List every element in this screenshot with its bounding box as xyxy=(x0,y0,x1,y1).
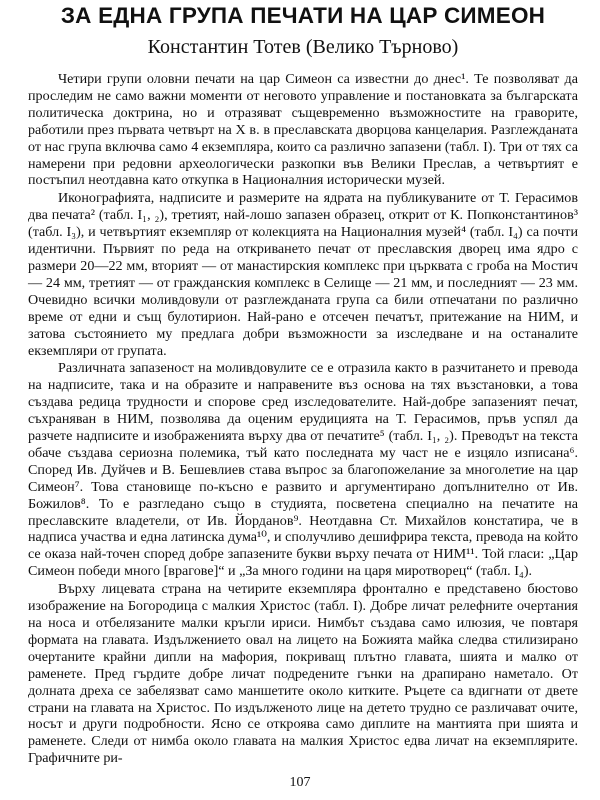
paragraph-4: Върху лицевата страна на четирите екземпляра фронтално е представено бюстово изображение на Богородица с малкия Христос (табл. I). Добре личат релефните очертания на носа и отбелязаните малки кръгли ириси. Нимбът създава само илюзия, че повтаря формата на главата. Издължението овал на лицето на Божията майка следва стилизирано очертаните крайни дипли на мафория, покриващ плътно главата, шията и малко от раменете. Пред гърдите добре личат подредените гънки на драпирано наметало. От долната дреха се забелязват само маншетите около китките. Ръцете са вдигнати от двете страни на главата на Христос. По издълженото лице на детето трудно се различават очите, носът и други подробности. Ясно се откроява само диплите на мантията при шията и раменете. Следи от нимба около главата на малкия Христос едва личат на екземплярите. Графичните ри- xyxy=(28,581,578,767)
paragraph-3: Различната запазеност на моливдовулите се е отразила както в разчитането и превода на надписите, така и на образите и направените въз основа на тях възстановки, а това създава редица трудности и спорове сред изследователите. Най-добре запазеният печат, съхраняван в НИМ, позволява да оценим ерудицията на Т. Герасимов, пръв успял да разчете надписите и изображенията върху два от печатите⁵ (табл. I₁, ₂). Преводът на текста обаче създава сериозна полемика, тъй като последната му част не е изцяло изписана⁶. Според Ив. Дуйчев и В. Бешевлиев става въпрос за благопожелание за многолетие на цар Симеон⁷. Това становище по-късно е развито и аргументирано допълнително от Ив. Божилов⁸. То е разгледано също в студията, посветена специално на печатите на преславските владетели, от Ив. Йорданов⁹. Неотдавна Ст. Михайлов констатира, че в надписа участва и една латинска дума¹⁰, и сполучливо дешифрира текста, превода на който се оказа най-точен според добре запазените букви върху печата от НИМ¹¹. Той гласи: „Цар Симеон победи много [врагове]“ и „За много години на царя миротворец“ (табл. I₄). xyxy=(28,360,578,580)
page-number: 107 xyxy=(289,775,311,790)
article-author: Константин Тотев (Велико Търново) xyxy=(147,36,459,58)
article-body xyxy=(28,71,578,767)
paragraph-1: Четири групи оловни печати на цар Симеон са известни до днес¹. Те позволяват да проследим не само важни моменти от неговото управление и постановката за българската политическа доктрина, но и отразяват същевременно възможностите на граворите, работили през първата четвърт на Х в. в преславската дворцова канцелария. Разглежданата от нас група включва само 4 екземпляра, които са различно запазени (табл. I). Три от тях са намерени при редовни археологически разкопки във Велики Преслав, а четвъртият е постъпил неотдавна като откупка в Националния исторически музей. xyxy=(28,71,578,189)
article-title: ЗА ЕДНА ГРУПА ПЕЧАТИ НА ЦАР СИМЕОН xyxy=(60,3,546,28)
paragraph-2: Иконографията, надписите и размерите на ядрата на публикуваните от Т. Герасимов два печата² (табл. I₁, ₂), третият, най-лошо запазен образец, открит от К. Попконстантинов³ (табл. I₃), и четвъртият екземпляр от колекцията на Националния музей⁴ (табл. I₄) са почти идентични. Първият по реда на откриването печат от преславския дворец има ядро с размери 20—22 мм, вторият — от манастирския комплекс при църквата с гроба на Мостич — 24 мм, третият — от гражданския комплекс в Селище — 21 мм, и последният — 23 мм. Очевидно всички моливдовули от разглежданата група са били отпечатани по различно време от едни и същ булотирион. Най-рано е отсечен печатът, притежание на НИМ, и затова състоянието му предлага добри възможности за изследване и на останалите екземпляри от групата. xyxy=(28,190,578,359)
